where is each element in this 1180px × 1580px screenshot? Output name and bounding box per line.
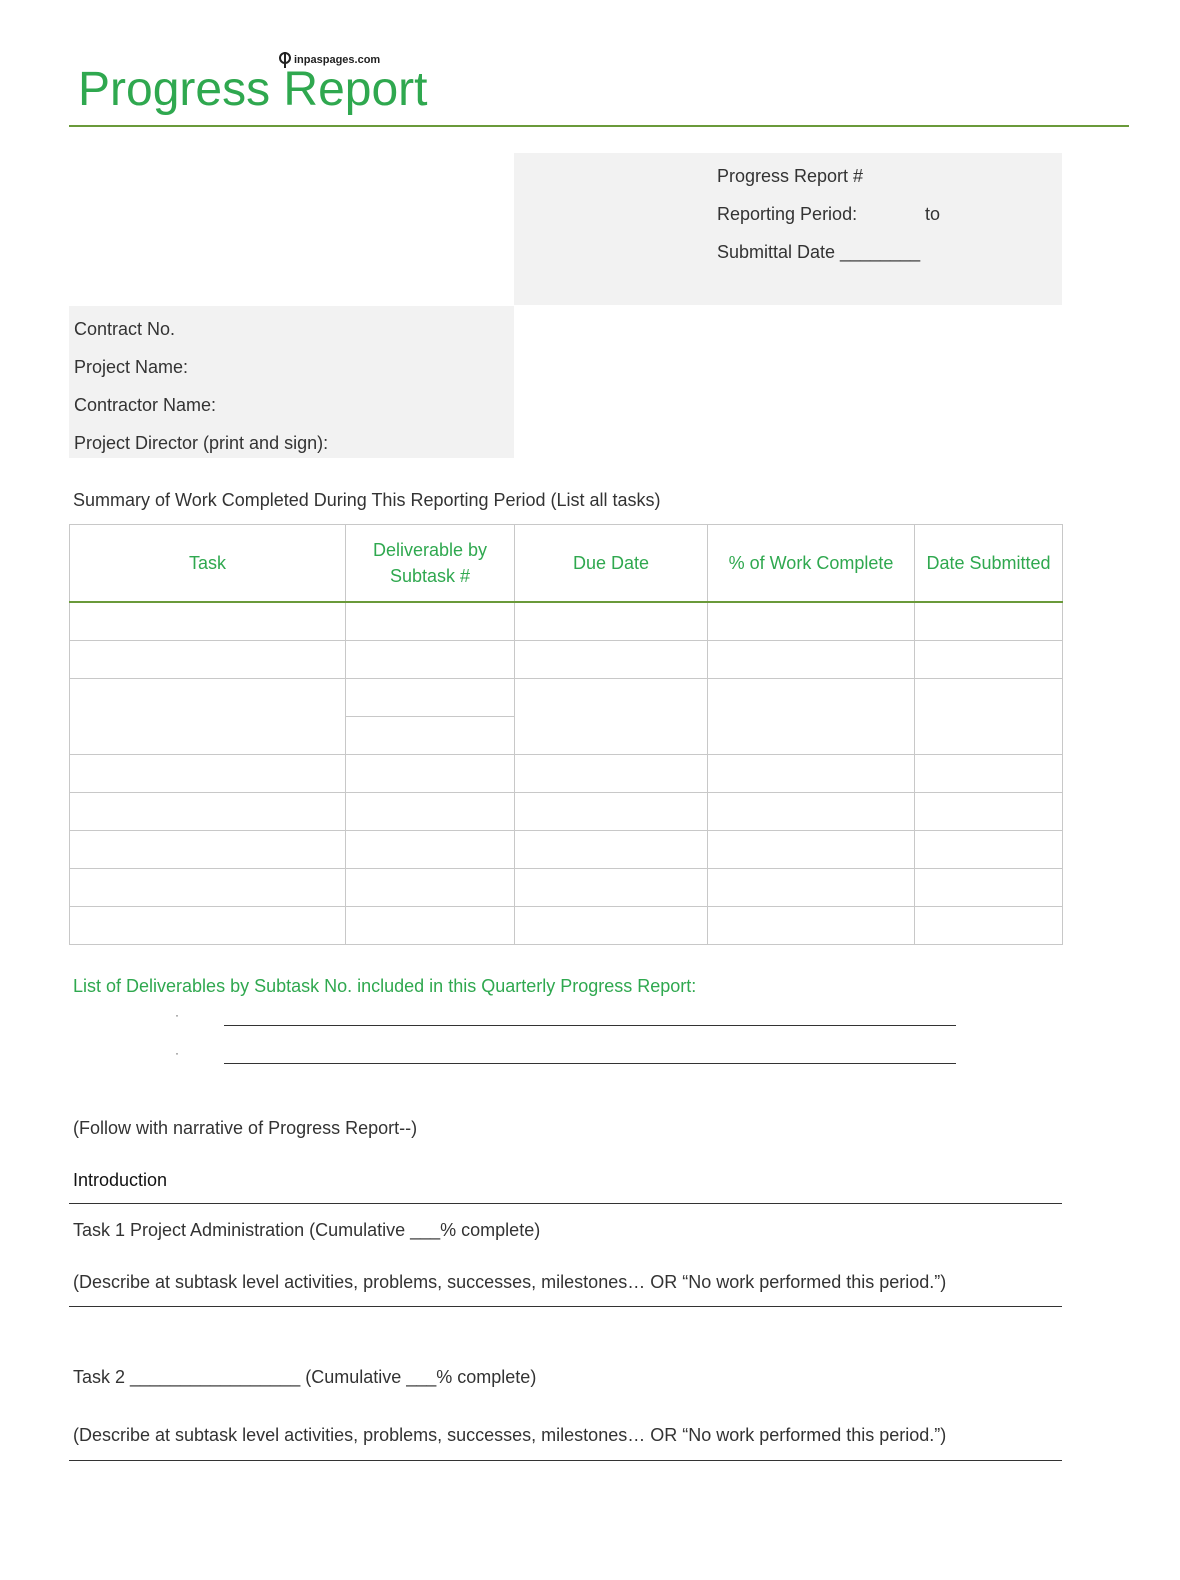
- table-cell[interactable]: [515, 641, 708, 679]
- table-row: [70, 641, 1063, 679]
- table-cell[interactable]: [708, 755, 915, 793]
- table-cell[interactable]: [346, 679, 515, 717]
- title-divider: [69, 125, 1129, 127]
- table-cell[interactable]: [70, 641, 346, 679]
- introduction-heading: Introduction: [73, 1170, 168, 1190]
- task1-title: Task 1 Project Administration (Cumulative ___% complete): [73, 1220, 541, 1240]
- table-cell[interactable]: [346, 907, 515, 945]
- table-row: [70, 755, 1063, 793]
- project-name-label: Project Name:: [74, 357, 189, 377]
- page-title: Progress Report: [78, 63, 428, 116]
- table-row: [70, 869, 1063, 907]
- table-cell[interactable]: [515, 679, 708, 755]
- table-cell[interactable]: [915, 907, 1063, 945]
- table-cell[interactable]: [915, 869, 1063, 907]
- table-cell[interactable]: [515, 793, 708, 831]
- table-cell[interactable]: [915, 831, 1063, 869]
- deliverable-bullet: ·: [175, 1046, 179, 1060]
- section-divider: [69, 1460, 1062, 1461]
- deliverable-blank-line[interactable]: [224, 1063, 956, 1064]
- table-row: [70, 831, 1063, 869]
- table-cell[interactable]: [708, 831, 915, 869]
- table-cell[interactable]: [70, 679, 346, 755]
- table-row: [70, 602, 1063, 641]
- table-cell[interactable]: [346, 869, 515, 907]
- column-header-deliverable: Deliverable by Subtask #: [346, 525, 515, 603]
- table-cell[interactable]: [915, 793, 1063, 831]
- table-cell[interactable]: [515, 907, 708, 945]
- table-cell[interactable]: [515, 831, 708, 869]
- table-header-row: [70, 525, 1063, 603]
- table-cell[interactable]: [708, 869, 915, 907]
- column-header-work-complete: % of Work Complete: [708, 525, 915, 603]
- table-cell[interactable]: [346, 831, 515, 869]
- table-cell[interactable]: [708, 793, 915, 831]
- table-cell[interactable]: [515, 869, 708, 907]
- project-director-label: Project Director (print and sign):: [74, 433, 329, 453]
- table-cell[interactable]: [346, 793, 515, 831]
- column-header-task: Task: [70, 525, 346, 603]
- table-cell[interactable]: [708, 907, 915, 945]
- table-cell[interactable]: [346, 717, 515, 755]
- table-cell[interactable]: [915, 602, 1063, 641]
- summary-heading: Summary of Work Completed During This Reporting Period (List all tasks): [73, 490, 661, 510]
- table-cell[interactable]: [70, 755, 346, 793]
- table-cell[interactable]: [70, 907, 346, 945]
- narrative-note: (Follow with narrative of Progress Report--): [73, 1118, 418, 1138]
- table-cell[interactable]: [708, 641, 915, 679]
- column-header-due-date: Due Date: [515, 525, 708, 603]
- table-cell[interactable]: [70, 869, 346, 907]
- deliverable-blank-line[interactable]: [224, 1025, 956, 1026]
- report-number-label: Progress Report #: [717, 166, 864, 186]
- table-cell[interactable]: [346, 641, 515, 679]
- deliverables-heading: List of Deliverables by Subtask No. included in this Quarterly Progress Report:: [73, 976, 697, 996]
- table-cell[interactable]: [915, 679, 1063, 755]
- table-cell[interactable]: [346, 755, 515, 793]
- column-header-date-submitted: Date Submitted: [915, 525, 1063, 603]
- reporting-period-to: to: [925, 204, 941, 224]
- table-cell[interactable]: [708, 602, 915, 641]
- submittal-date-label: Submittal Date ________: [717, 242, 921, 262]
- table-cell[interactable]: [915, 755, 1063, 793]
- task2-description: (Describe at subtask level activities, problems, successes, milestones… OR “No work performed this period.”): [73, 1425, 947, 1445]
- table-cell[interactable]: [915, 641, 1063, 679]
- table-cell[interactable]: [515, 755, 708, 793]
- table-cell[interactable]: [708, 679, 915, 755]
- deliverable-bullet: ·: [175, 1008, 179, 1022]
- contractor-name-label: Contractor Name:: [74, 395, 217, 415]
- contract-no-label: Contract No.: [74, 319, 176, 339]
- table-cell[interactable]: [70, 831, 346, 869]
- reporting-period-label: Reporting Period:: [717, 204, 858, 224]
- table-cell[interactable]: [515, 602, 708, 641]
- task1-description: (Describe at subtask level activities, problems, successes, milestones… OR “No work performed this period.”): [73, 1272, 947, 1292]
- table-row: [70, 679, 1063, 717]
- table-cell[interactable]: [346, 602, 515, 641]
- logo-text: inpaspages.com: [294, 54, 381, 66]
- table-cell[interactable]: [70, 602, 346, 641]
- table-cell[interactable]: [70, 793, 346, 831]
- table-row: [70, 907, 1063, 945]
- summary-table: [69, 524, 1063, 945]
- table-row: [70, 793, 1063, 831]
- section-divider: [69, 1203, 1062, 1204]
- section-divider: [69, 1306, 1062, 1307]
- task2-title: Task 2 _________________ (Cumulative ___% complete): [73, 1367, 537, 1387]
